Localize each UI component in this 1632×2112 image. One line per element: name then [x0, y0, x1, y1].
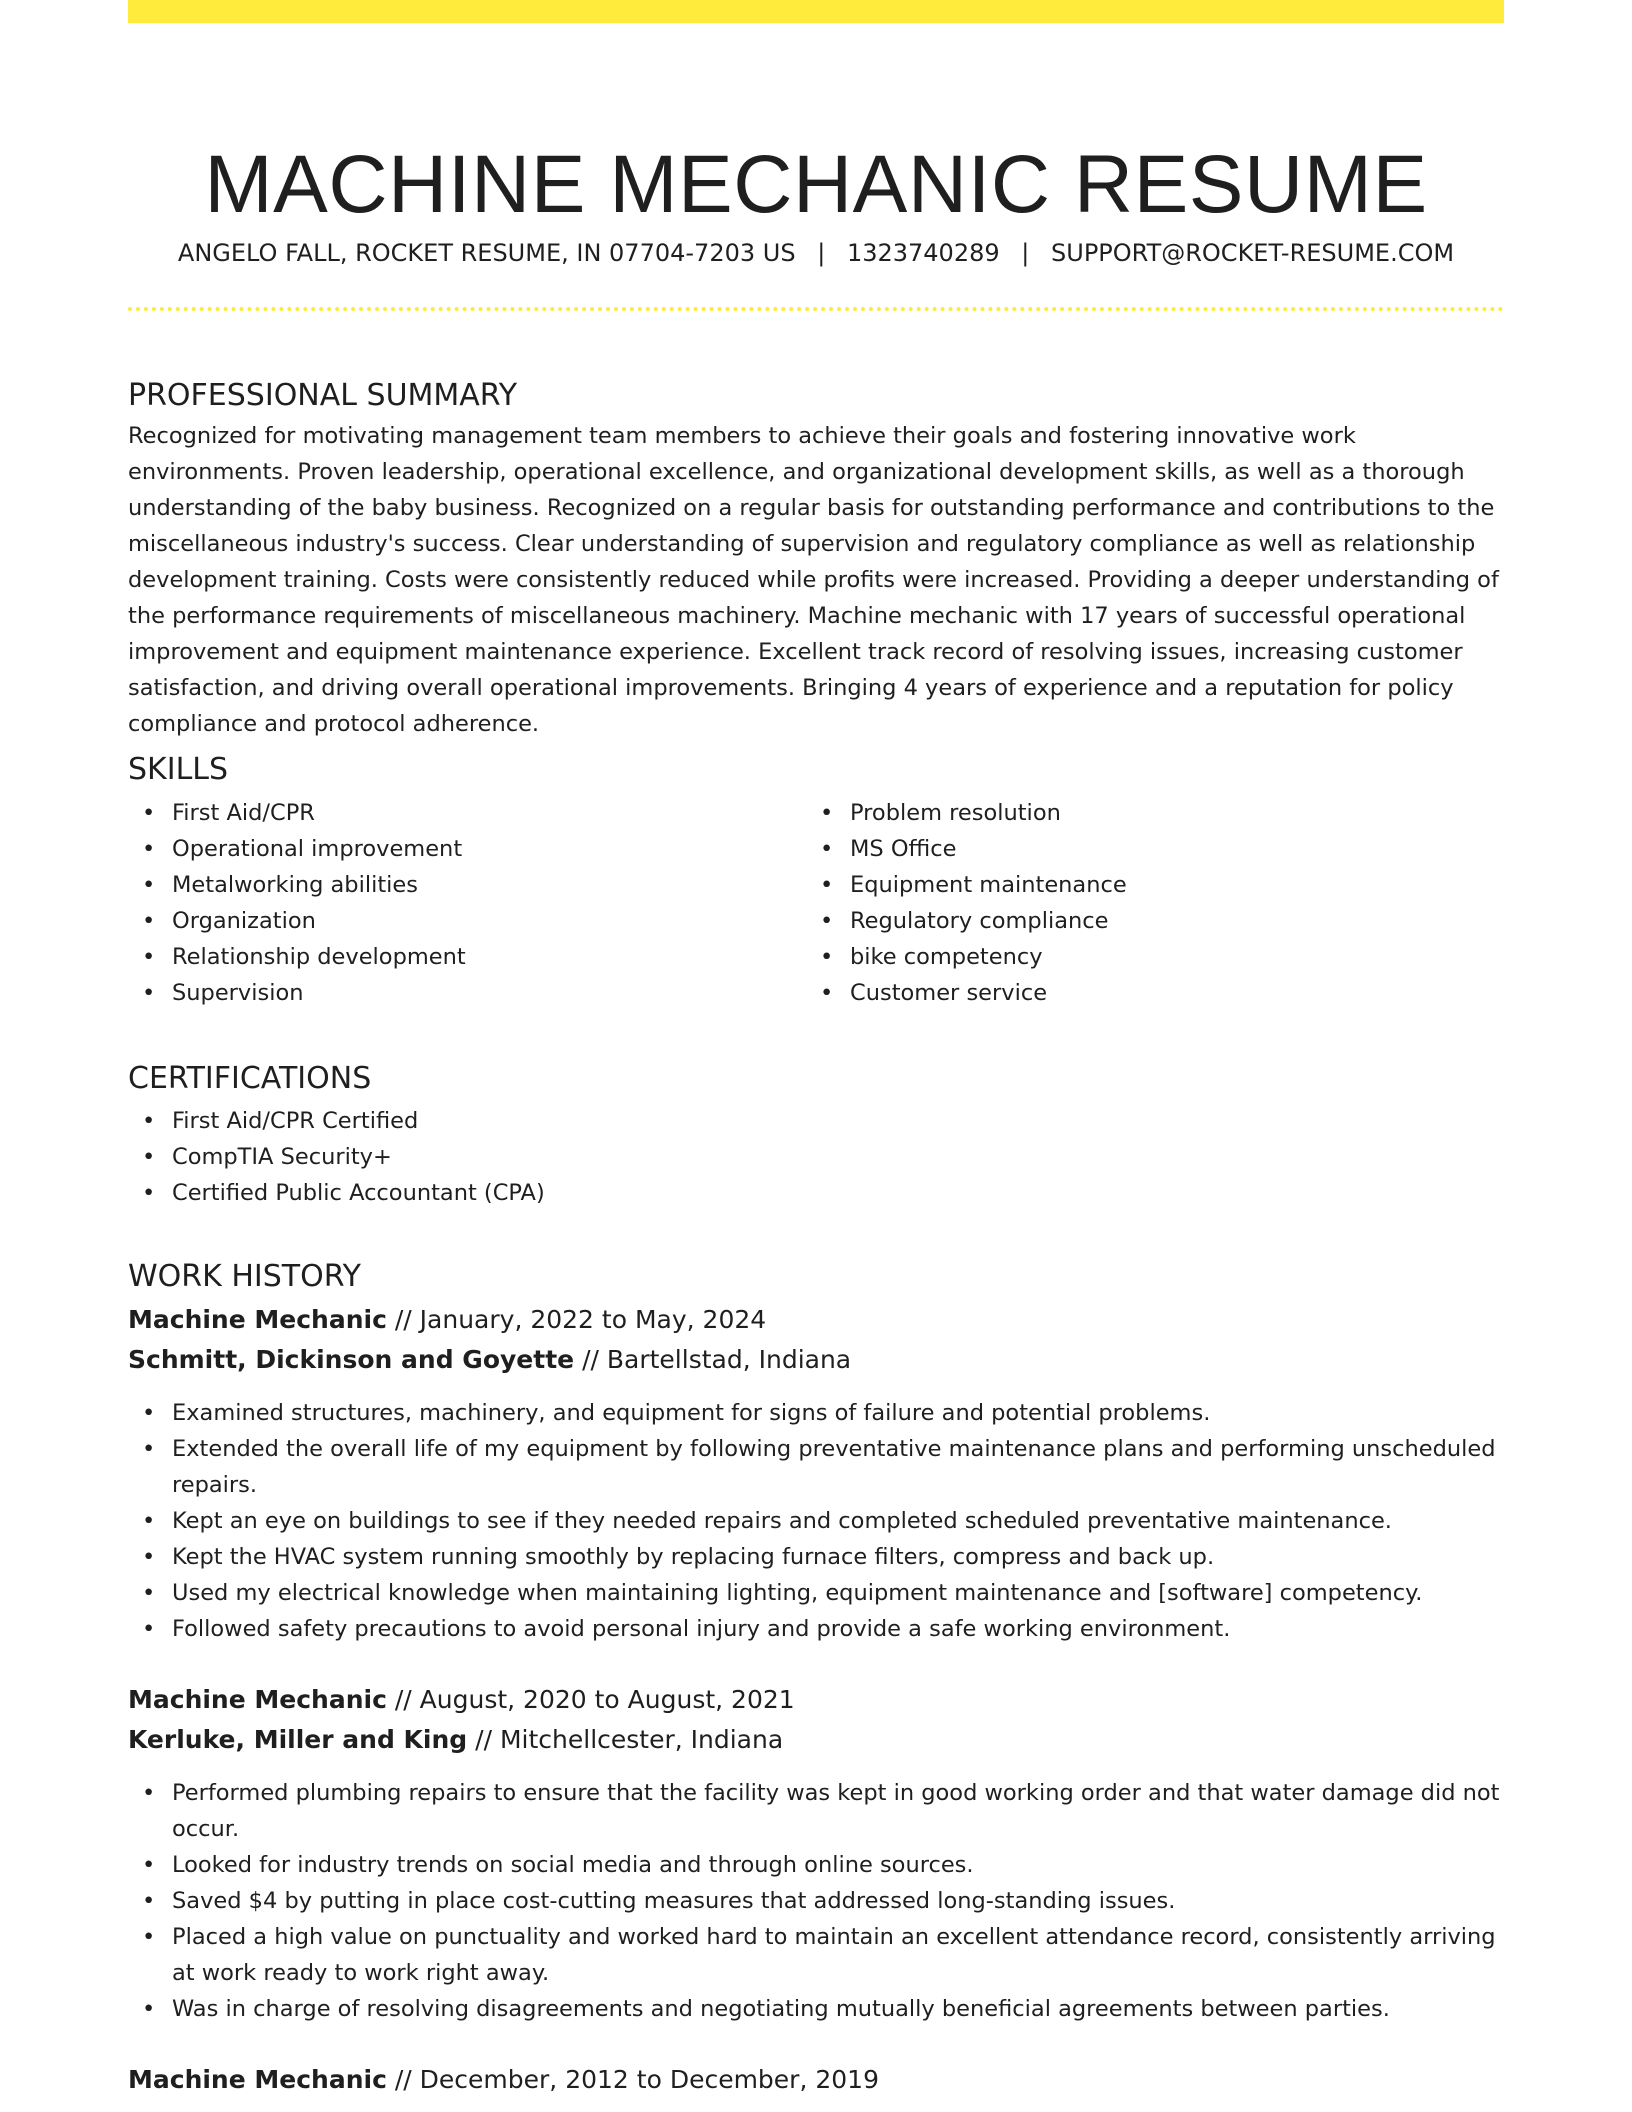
job-duty: • Looked for industry trends on social media and through online sources. [128, 1847, 1504, 1883]
job-duty: • Extended the overall life of my equipment by following preventative maintenance plans and performing unscheduled repairs. [128, 1431, 1504, 1503]
job-duty: • Was in charge of resolving disagreements and negotiating mutually beneficial agreements between parties. [128, 1991, 1504, 2027]
contact-line [128, 236, 1504, 270]
certification-item: • First Aid/CPR Certified [128, 1103, 1504, 1139]
skills-heading: SKILLS [128, 751, 229, 787]
job-duty: • Performed plumbing repairs to ensure that the facility was kept in good working order and that water damage did not occur. [128, 1775, 1504, 1847]
skill-item: • Equipment maintenance [806, 867, 1486, 903]
job-separator: // [394, 1305, 412, 1334]
skill-item: • bike competency [806, 939, 1486, 975]
job-dates: January, 2022 to May, 2024 [419, 1305, 767, 1334]
job-title-line [128, 1681, 1504, 1719]
certifications-heading: CERTIFICATIONS [128, 1060, 372, 1096]
skill-item: • Operational improvement [128, 831, 788, 867]
contact-separator: | [817, 239, 826, 267]
skill-item: • Problem resolution [806, 795, 1486, 831]
job-company-line [128, 1721, 1504, 1759]
job-title: Machine Mechanic [128, 1685, 387, 1714]
contact-separator: | [1021, 239, 1030, 267]
job-dates: August, 2020 to August, 2021 [419, 1685, 795, 1714]
job-duty: • Kept the HVAC system running smoothly by replacing furnace filters, compress and back up. [128, 1539, 1504, 1575]
resume-page [128, 0, 1504, 2112]
contact-email: SUPPORT@ROCKET-RESUME.COM [1051, 239, 1455, 267]
summary-heading: PROFESSIONAL SUMMARY [128, 377, 518, 413]
job-title-line [128, 2061, 1504, 2099]
job-separator: // [582, 1345, 599, 1374]
job-title: Machine Mechanic [128, 1305, 387, 1334]
job-dates: December, 2012 to December, 2019 [419, 2065, 879, 2094]
skill-item: • Customer service [806, 975, 1486, 1011]
job-location: Bartellstad, Indiana [606, 1345, 852, 1374]
skill-item: • First Aid/CPR [128, 795, 788, 831]
skill-item: • MS Office [806, 831, 1486, 867]
certification-item: • CompTIA Security+ [128, 1139, 1504, 1175]
job-company-line [128, 1341, 1504, 1379]
resume-title: MACHINE MECHANIC RESUME [204, 138, 1428, 230]
job-separator: // [394, 2065, 412, 2094]
job-duties-list [128, 1775, 1504, 2027]
certifications-list [128, 1103, 1504, 1211]
summary-text: Recognized for motivating management team members to achieve their goals and fostering innovative work environments. Proven leadership, operational excellence, and organizational development skills, as well as a thorough understanding of the baby business. Recognized on a regular basis for outstanding performance and contributions to the miscellaneous industry's success. Clear understanding of supervision and regulatory compliance as well as relationship development training. Costs were consistently reduced while profits were increased. Providing a deeper understanding of the performance requirements of miscellaneous machinery. Machine mechanic with 17 years of successful operational improvement and equipment maintenance experience. Excellent track record of resolving issues, increasing customer satisfaction, and driving overall operational improvements. Bringing 4 years of experience and a reputation for policy compliance and protocol adherence. [128, 423, 1499, 737]
job-duty: • Followed safety precautions to avoid personal injury and provide a safe working environment. [128, 1611, 1504, 1647]
skill-item: • Organization [128, 903, 788, 939]
skill-item: • Regulatory compliance [806, 903, 1486, 939]
job-duty: • Saved $4 by putting in place cost-cutting measures that addressed long-standing issues. [128, 1883, 1504, 1919]
job-duty: • Placed a high value on punctuality and worked hard to maintain an excellent attendance record, consistently arriving at work ready to work right away. [128, 1919, 1504, 1991]
job-duty: • Examined structures, machinery, and equipment for signs of failure and potential problems. [128, 1395, 1504, 1431]
job-title: Machine Mechanic [128, 2065, 387, 2094]
job-title-line [128, 1301, 1504, 1339]
certification-item: • Certified Public Accountant (CPA) [128, 1175, 1504, 1211]
skill-item: • Metalworking abilities [128, 867, 788, 903]
skills-list-left [128, 795, 788, 1011]
job-separator: // [475, 1725, 492, 1754]
job-company: Kerluke, Miller and King [128, 1725, 468, 1754]
job-duties-list [128, 1395, 1504, 1647]
skill-item: • Supervision [128, 975, 788, 1011]
job-duty: • Used my electrical knowledge when maintaining lighting, equipment maintenance and [software] competency. [128, 1575, 1504, 1611]
job-separator: // [394, 1685, 412, 1714]
skill-item: • Relationship development [128, 939, 788, 975]
job-company: Schmitt, Dickinson and Goyette [128, 1345, 575, 1374]
job-location: Mitchellcester, Indiana [499, 1725, 784, 1754]
job-duty: • Kept an eye on buildings to see if they needed repairs and completed scheduled preventative maintenance. [128, 1503, 1504, 1539]
header-accent-bar [128, 0, 1504, 23]
contact-address: ANGELO FALL, ROCKET RESUME, IN 07704-7203 US [177, 239, 796, 267]
dotted-divider [128, 307, 1504, 311]
contact-phone: 1323740289 [846, 239, 1000, 267]
skills-list-right [806, 795, 1486, 1011]
work-history-heading: WORK HISTORY [128, 1258, 361, 1294]
